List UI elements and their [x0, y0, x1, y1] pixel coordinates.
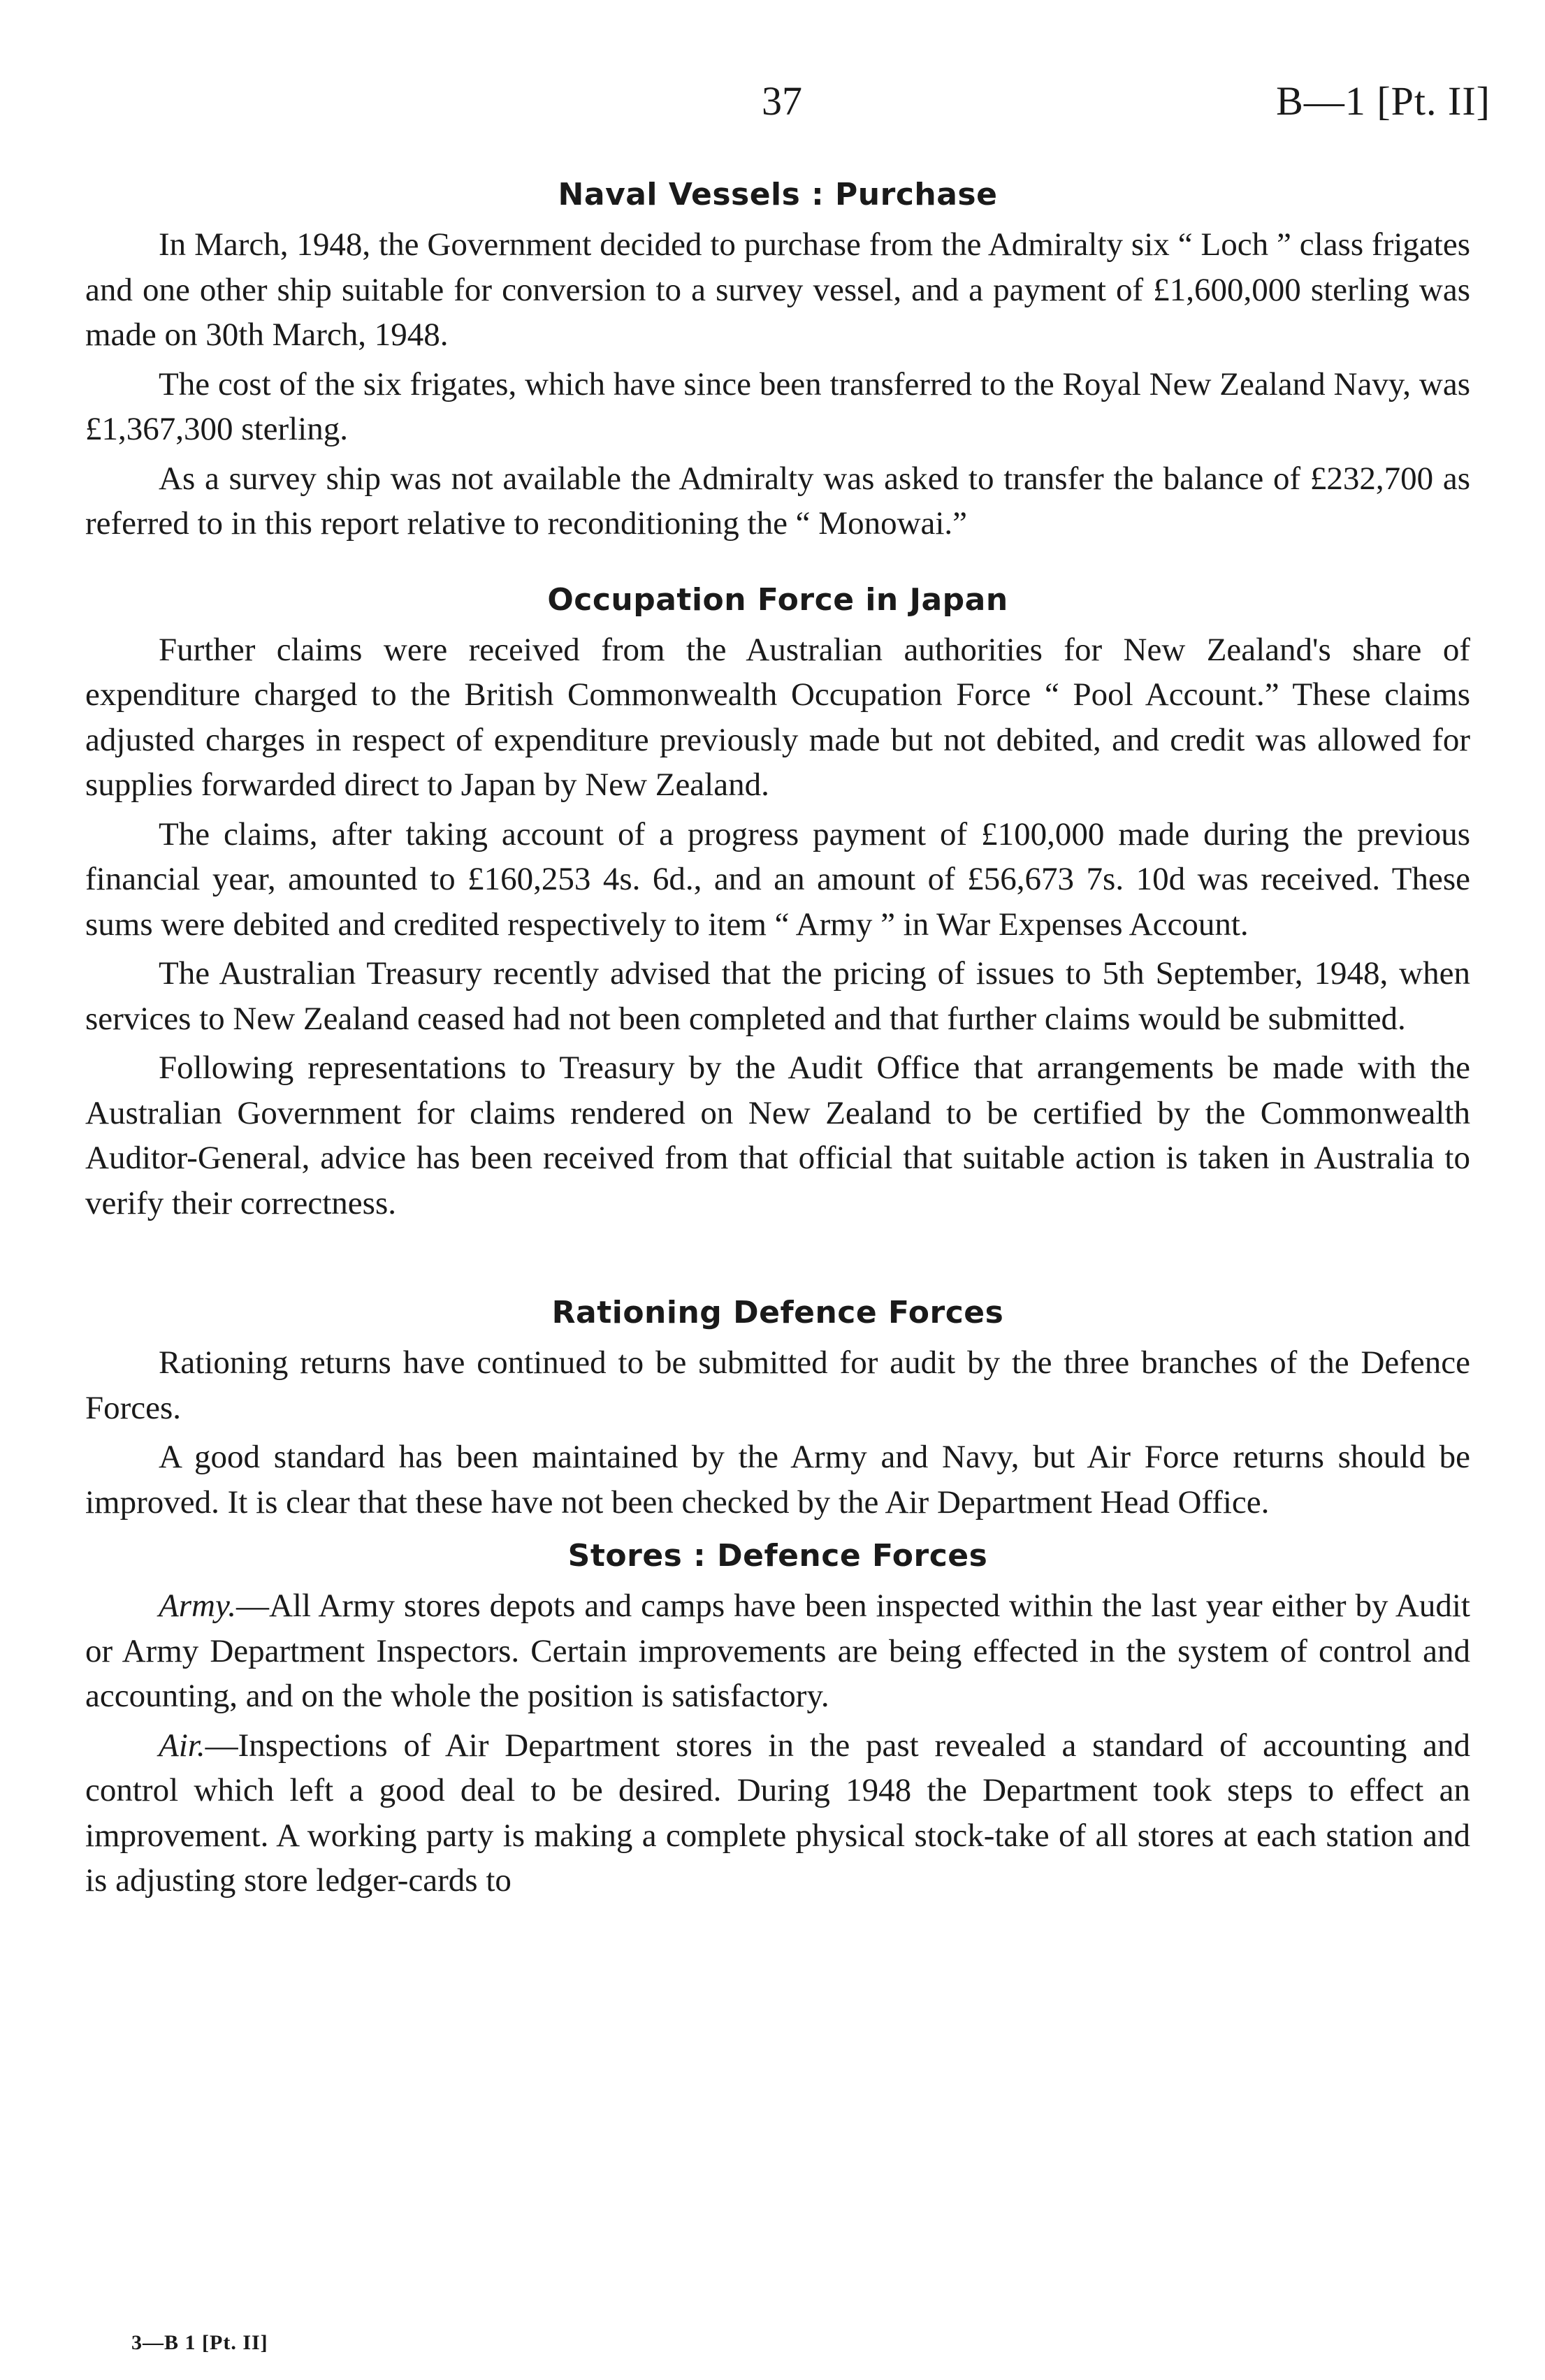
section-title: Occupation Force in Japan [547, 581, 1008, 618]
signature-mark: 3—B 1 [Pt. II] [131, 2331, 268, 2354]
page-number: 37 [762, 78, 802, 124]
section-naval-vessels [85, 168, 1470, 546]
section-rationing [85, 1286, 1470, 1525]
lead-in-air: Air. [159, 1727, 205, 1764]
section-occupation-force [85, 573, 1470, 1226]
paragraph: Following representations to Treasury by the Audit Office that arrangements be made with the Australian Government for claims rendered on New Zealand to be certified by the Commonwealth Auditor-General, advice has been received from that official that suitable action is taken in Australia to verify their correctness. [85, 1050, 1470, 1221]
paragraph-text: —Inspections of Air Department stores in the past revealed a standard of accounting and control which left a good deal to be desired. During 1948 the Department took steps to effect an improvement. A working party is making a complete physical stock-take of all stores at each station and is adjusting store ledger-cards to [85, 1727, 1470, 1899]
section-title: Naval Vessels : Purchase [558, 177, 998, 212]
paragraph-text: —All Army stores depots and camps have been inspected within the last year either by Audit or Army Department Inspectors. Certain improvements are being effected in the system of control and accounting, and on the whole the position is satisfactory. [85, 1588, 1470, 1714]
spacer [85, 1230, 1470, 1286]
spacer [85, 551, 1470, 573]
paragraph: In March, 1948, the Government decided to purchase from the Admiralty six “ Loch ” class frigates and one other ship suitable for conversion to a survey vessel, and a payment of £1,600,000 sterling was made on 30th March, 1948. [85, 226, 1470, 353]
paragraph: A good standard has been maintained by the Army and Navy, but Air Force returns should be improved. It is clear that these have not been checked by the Air Department Head Office. [85, 1439, 1470, 1521]
section-stores [85, 1529, 1470, 1903]
paragraph-air [85, 1723, 1470, 1903]
paragraph: Rationing returns have continued to be submitted for audit by the three branches of the Defence Forces. [85, 1344, 1470, 1426]
paragraph-army [85, 1583, 1470, 1719]
paragraph: As a survey ship was not available the Admiralty was asked to transfer the balance of £232,700 as referred to in this report relative to reconditioning the “ Monowai.” [85, 460, 1470, 542]
section-title: Rationing Defence Forces [551, 1295, 1004, 1330]
paragraph: The Australian Treasury recently advised that the pricing of issues to 5th September, 1948, when services to New Zealand ceased had not been completed and that further claims would be submitted. [85, 955, 1470, 1037]
page-header [0, 73, 1545, 129]
paragraph: The cost of the six frigates, which have since been transferred to the Royal New Zealand Navy, was £1,367,300 sterling. [85, 365, 1470, 447]
section-title: Stores : Defence Forces [567, 1538, 988, 1574]
lead-in-army: Army. [159, 1588, 236, 1624]
paragraph: Further claims were received from the Australian authorities for New Zealand's share of expenditure charged to the British Commonwealth Occupation Force “ Pool Account.” These claims adjusted charges in respect of expenditure previously made but not debited, and credit was allowed for supplies forwarded direct to Japan by New Zealand. [85, 631, 1470, 803]
report-code: B—1 [Pt. II] [1276, 78, 1490, 124]
page-body [85, 168, 1470, 1908]
paragraph: The claims, after taking account of a progress payment of £100,000 made during the previous financial year, amounted to £160,253 4s. 6d., and an amount of £56,673 7s. 10d was received. These sums were debited and credited respectively to item “ Army ” in War Expenses Account. [85, 815, 1470, 943]
